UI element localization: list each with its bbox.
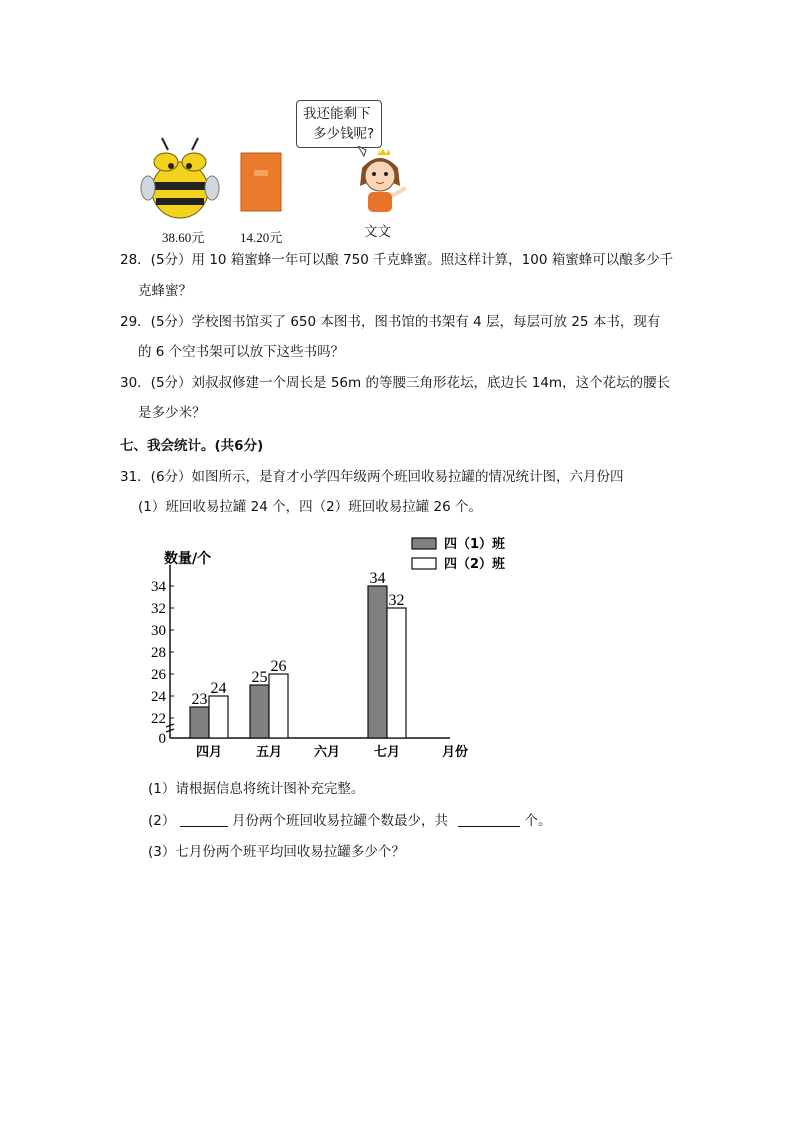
- q31-sub2: [148, 811, 552, 831]
- x-tick-label: 七月: [373, 745, 401, 760]
- bar-1: [250, 685, 269, 738]
- notebook-icon: [240, 152, 282, 212]
- girl-icon: [340, 146, 420, 216]
- answer-blank-total[interactable]: [458, 812, 520, 827]
- bar-2: [269, 674, 288, 738]
- y-tick-label: 30: [151, 623, 166, 639]
- x-tick-label: 六月: [313, 745, 341, 760]
- q31-intro-line1: 31．(6分）如图所示，是育才小学四年级两个班回收易拉罐的情况统计图，六月份四: [120, 469, 624, 485]
- q31-sub1: (1）请根据信息将统计图补充完整。: [148, 781, 365, 797]
- legend-label: 四（1）班: [444, 537, 506, 552]
- q31-sub3: (3）七月份两个班平均回收易拉罐多少个？: [148, 844, 405, 860]
- y-tick-label: 34: [151, 579, 166, 595]
- q30-line2: 是多少米？: [138, 405, 206, 421]
- y-tick-label: 28: [151, 645, 166, 661]
- x-tick-label: 五月: [255, 745, 283, 760]
- q28-line1: 28．(5分）用 10 箱蜜蜂一年可以酿 750 千克蜂蜜。照这样计算，100 箱蜜蜂可以酿多少千: [120, 252, 674, 268]
- sub2-prefix: (2）: [148, 813, 176, 829]
- y-axis-label: 数量/个: [164, 551, 212, 567]
- data-label: 23: [191, 691, 208, 708]
- y-tick-label: 0: [158, 731, 166, 747]
- notebook-price: 14.20元: [240, 230, 283, 245]
- backpack-price: 38.60元: [162, 230, 205, 245]
- x-axis-label: 月份: [442, 745, 469, 760]
- q28-line2: 克蜂蜜？: [138, 283, 192, 299]
- bar-2: [387, 608, 406, 738]
- section-heading: 七、我会统计。(共6分): [120, 438, 264, 454]
- person-label: 文文: [364, 224, 391, 240]
- legend-swatch: [412, 538, 436, 549]
- q31-intro-line2: (1）班回收易拉罐 24 个，四（2）班回收易拉罐 26 个。: [138, 499, 482, 515]
- data-label: 25: [251, 669, 268, 686]
- answer-blank-month[interactable]: [180, 812, 228, 827]
- q29-line2: 的 6 个空书架可以放下这些书吗？: [138, 344, 345, 360]
- data-label: 24: [210, 680, 227, 697]
- q29-line1: 29．(5分）学校图书馆买了 650 本图书，图书馆的书架有 4 层，每层可放 25 本书，现有: [120, 314, 661, 330]
- data-label: 34: [369, 570, 386, 587]
- backpack-icon: [140, 132, 220, 222]
- x-tick-label: 四月: [195, 745, 223, 760]
- y-tick-label: 22: [151, 711, 166, 727]
- bar-2: [209, 696, 228, 738]
- bar-1: [368, 586, 387, 738]
- data-label: 26: [270, 658, 287, 675]
- y-tick-label: 26: [151, 667, 166, 683]
- data-label: 32: [388, 592, 405, 609]
- q30-line1: 30．(5分）刘叔叔修建一个周长是 56m 的等腰三角形花坛，底边长 14m，这个花坛的腰长: [120, 375, 671, 391]
- y-tick-label: 32: [151, 601, 166, 617]
- y-tick-label: 24: [151, 689, 166, 705]
- bar-1: [190, 707, 209, 738]
- legend-swatch: [412, 558, 436, 569]
- sub2-suffix: 个。: [524, 813, 552, 829]
- sub2-middle: 月份两个班回收易拉罐个数最少，共: [231, 813, 448, 829]
- speech-bubble: 我还能剩下 多少钱呢?: [296, 100, 382, 148]
- bar-chart: [140, 528, 540, 768]
- legend-label: 四（2）班: [444, 557, 506, 572]
